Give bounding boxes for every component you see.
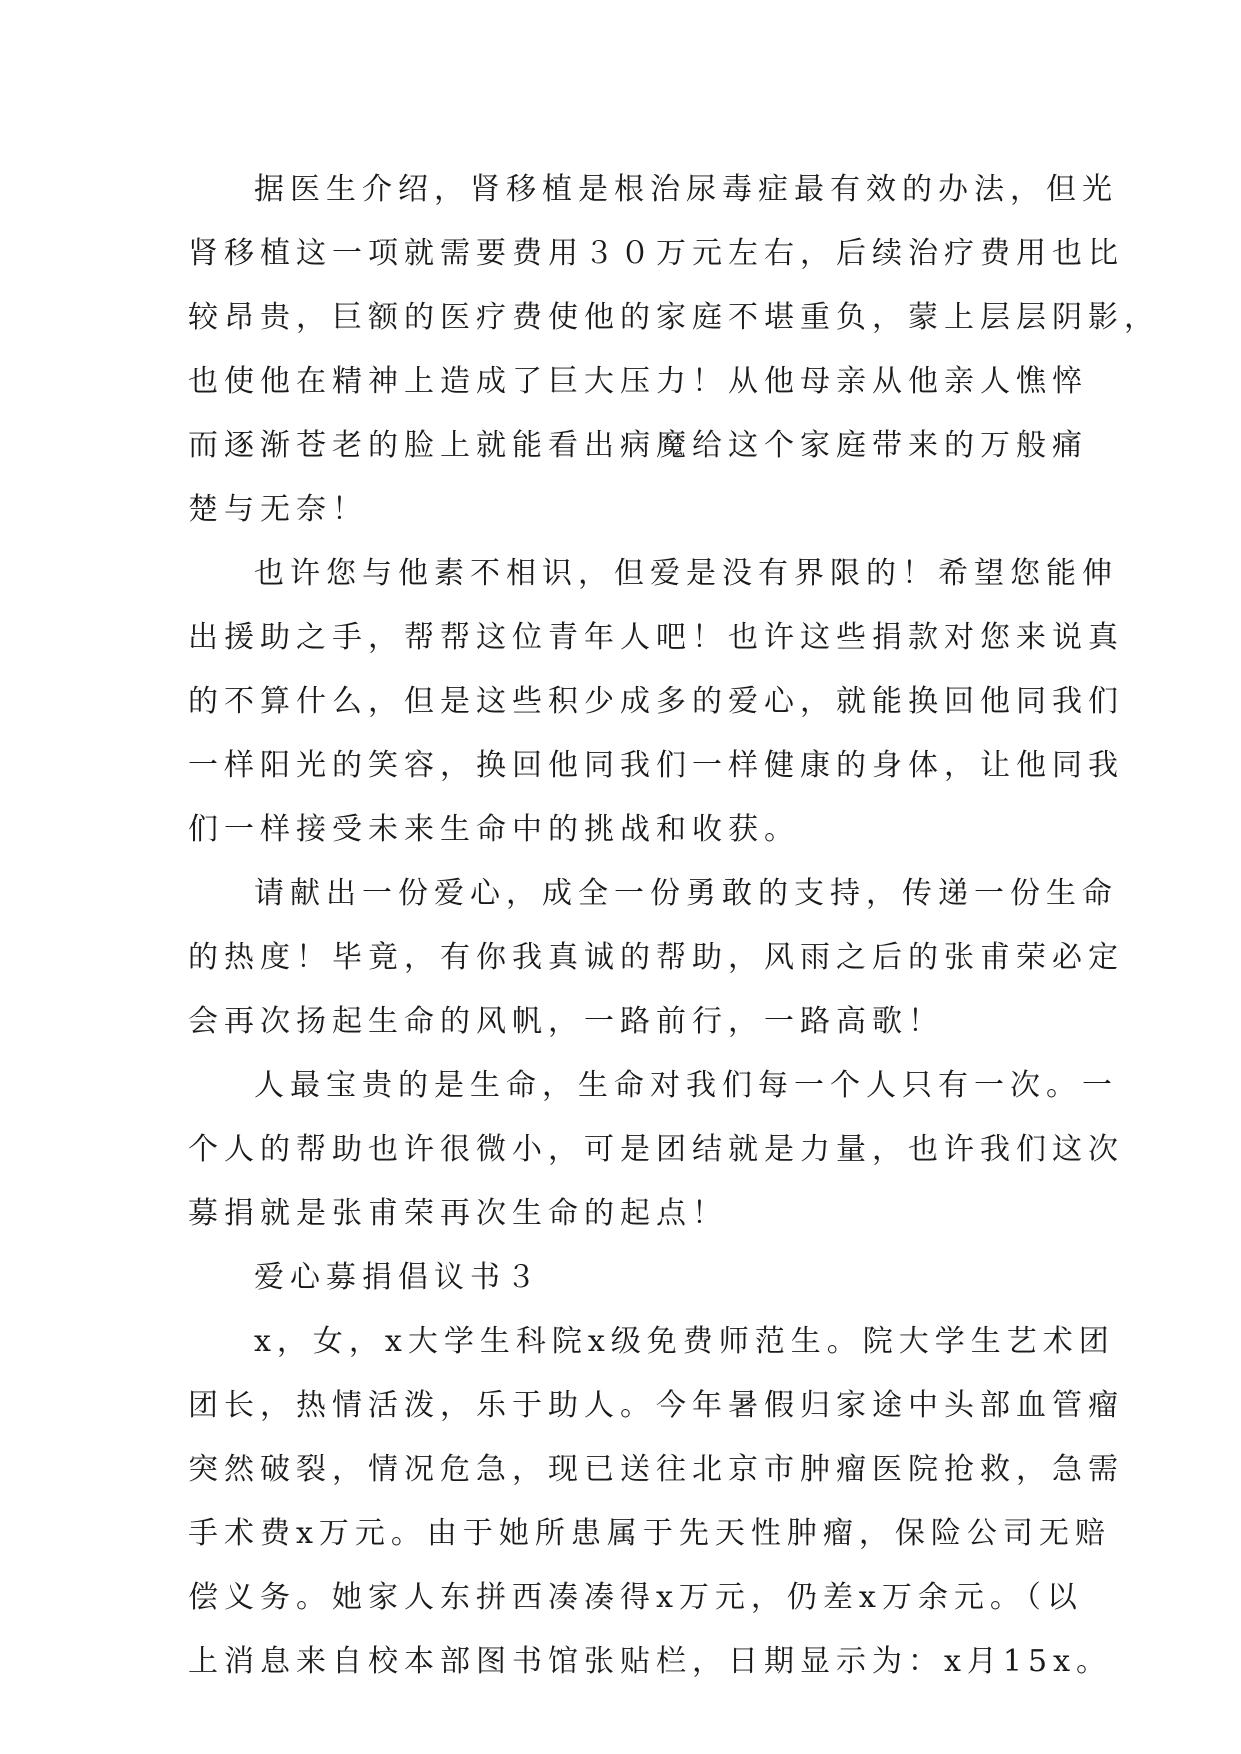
paragraph-line: 而逐渐苍老的脸上就能看出病魔给这个家庭带来的万般痛: [188, 428, 1088, 463]
paragraph-line: 也使他在精神上造成了巨大压力！从他母亲从他亲人憔悴: [188, 364, 1088, 399]
paragraph-line: 的不算什么，但是这些积少成多的爱心，就能换回他同我们: [188, 684, 1124, 719]
paragraph-line: 请献出一份爱心，成全一份勇敢的支持，传递一份生命: [254, 876, 1118, 911]
paragraph-line: 偿义务。她家人东拼西凑凑得x万元，仍差x万余元。（以: [188, 1580, 1083, 1615]
paragraph-line: 较昂贵，巨额的医疗费使他的家庭不堪重负，蒙上层层阴影，: [188, 300, 1160, 335]
paragraph-line: 人最宝贵的是生命，生命对我们每一个人只有一次。一: [254, 1068, 1118, 1103]
paragraph-line: 募捐就是张甫荣再次生命的起点！: [188, 1196, 728, 1231]
paragraph-line: 会再次扬起生命的风帆，一路前行，一路高歌！: [188, 1004, 944, 1039]
paragraph-line: 楚与无奈！: [188, 492, 368, 527]
paragraph-line: 也许您与他素不相识，但爱是没有界限的！希望您能伸: [254, 556, 1118, 591]
paragraph-line: 一样阳光的笑容，换回他同我们一样健康的身体，让他同我: [188, 748, 1124, 783]
paragraph-line: 个人的帮助也许很微小，可是团结就是力量，也许我们这次: [188, 1132, 1124, 1167]
document-body: [188, 158, 1160, 1694]
paragraph-line: 手术费x万元。由于她所患属于先天性肿瘤，保险公司无赔: [188, 1516, 1111, 1551]
paragraph-line: 肾移植这一项就需要费用３０万元左右，后续治疗费用也比: [188, 236, 1124, 271]
paragraph-line: x，女，x大学生科院x级免费师范生。院大学生艺术团: [254, 1324, 1115, 1359]
paragraph-line: 据医生介绍，肾移植是根治尿毒症最有效的办法，但光: [254, 172, 1118, 207]
section-heading: 爱心募捐倡议书３: [254, 1260, 542, 1295]
paragraph-line: 出援助之手，帮帮这位青年人吧！也许这些捐款对您来说真: [188, 620, 1124, 655]
paragraph-line: 突然破裂，情况危急，现已送往北京市肿瘤医院抢救，急需: [188, 1452, 1124, 1487]
paragraph-line: 团长，热情活泼，乐于助人。今年暑假归家途中头部血管瘤: [188, 1388, 1124, 1423]
paragraph-line: 们一样接受未来生命中的挑战和收获。: [188, 812, 800, 847]
paragraph-line: 上消息来自校本部图书馆张贴栏，日期显示为：x月15x。: [188, 1644, 1113, 1679]
paragraph-line: 的热度！毕竟，有你我真诚的帮助，风雨之后的张甫荣必定: [188, 940, 1124, 975]
